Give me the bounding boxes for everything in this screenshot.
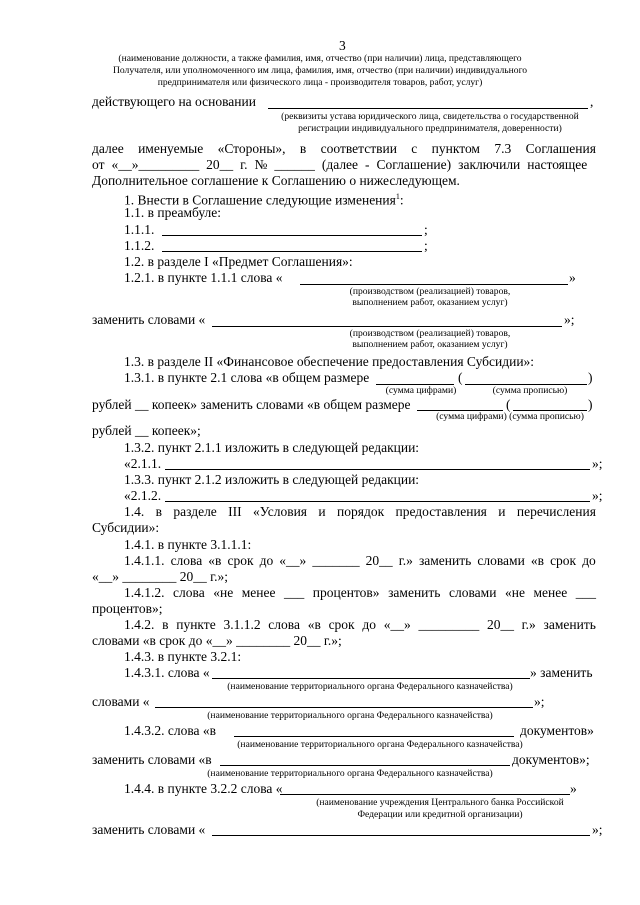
close-quote: » (570, 781, 577, 796)
semicolon: ; (424, 238, 428, 253)
caption-bank-1: (наименование учреждения Центрального банка Российской (316, 797, 564, 808)
word: г.» (398, 553, 413, 568)
page-number: 3 (339, 38, 346, 53)
word: слова (170, 553, 203, 568)
word: «Стороны», (217, 141, 286, 156)
caption-sum-both: (сумма цифрами) (сумма прописью) (436, 411, 584, 422)
word: заменить (418, 553, 472, 568)
word: 3.1.1.2 (223, 617, 261, 632)
words-quote: словами « (92, 694, 150, 709)
word: слова (173, 585, 205, 600)
item-1-3-2-quote: «2.1.1. (124, 456, 162, 471)
percent-end: процентов»; (92, 601, 163, 616)
word: «в (530, 553, 544, 568)
word: «__» (279, 553, 307, 568)
replace-with-2-field[interactable] (212, 835, 590, 836)
word: соответствии (320, 141, 397, 156)
header-caption-line2: Получателя, или уполномоченного им лица, фамилия, имя, отчество (при наличии) индивидуального (112, 65, 528, 76)
word: и (498, 504, 506, 519)
word: 20__ (486, 617, 514, 632)
word: 1.4.2. (124, 617, 155, 632)
acting-basis-caption1: (реквизиты устава юридического лица, свидетельства о государственной (281, 111, 579, 122)
word: «в (307, 617, 321, 632)
intro-line3: Дополнительное соглашение к Соглашению о нижеследующем. (92, 173, 460, 188)
word: _________ (418, 617, 480, 632)
intro-line1 (92, 141, 596, 157)
item-1-1-2-field[interactable] (162, 251, 422, 252)
item-2-1-1-field[interactable] (165, 469, 590, 470)
item-1-4-3-1-field[interactable] (212, 678, 530, 679)
caption-sum-digits: (сумма цифрами) (385, 385, 457, 396)
replace-end: » заменить (530, 665, 593, 680)
item-1-2-1: 1.2.1. в пункте 1.1.1 слова « (124, 270, 283, 285)
word: ___ (575, 585, 596, 600)
word: срок (328, 617, 355, 632)
item-1-3-1: 1.3.1. в пункте 2.1 слова «в общем размере (124, 370, 370, 385)
word: III (228, 504, 242, 519)
word: и (318, 504, 326, 519)
word: до (582, 553, 596, 568)
caption-treasury-4: (наименование территориального органа Федерального казначейства) (207, 768, 493, 779)
replace-with-v: заменить словами «в (92, 752, 212, 767)
word: 1.4.1.2. (124, 585, 165, 600)
item-1-1: 1.1. в преамбуле: (124, 205, 222, 220)
caption-treasury-2: (наименование территориального органа Федерального казначейства) (207, 710, 493, 721)
item-1-1-2: 1.1.2. (124, 238, 155, 253)
item-1-3: 1.3. в разделе II «Финансовое обеспечение предоставления Субсидии»: (124, 354, 535, 369)
caption-bank-2: Федерации или кредитной организации) (357, 809, 523, 820)
item-1-4-3-2-field[interactable] (234, 736, 514, 737)
word: «в (208, 553, 222, 568)
item-1-2: 1.2. в разделе I «Предмет Соглашения»: (124, 254, 353, 269)
item-1-4-1-1 (124, 553, 596, 569)
item-1-4-2 (124, 617, 596, 633)
rubles-line: рублей __ копеек» заменить словами «в общем размере (92, 397, 411, 412)
word: пункте (176, 617, 216, 632)
item-1-4-3-1: 1.4.3.1. слова « (124, 665, 210, 680)
item-1-4-3-2-new-field[interactable] (220, 765, 510, 766)
caption-goods-4: выполнением работ, оказанием услуг) (352, 339, 508, 350)
close-quote-semi: »; (592, 456, 603, 471)
item-1-4-1: 1.4.1. в пункте 3.1.1.1: (124, 537, 252, 552)
word: 1.4.1.1. (124, 553, 165, 568)
caption-treasury-1: (наименование территориального органа Федерального казначейства) (227, 681, 513, 692)
close-quote-semi: »; (592, 822, 603, 837)
word: порядок (337, 504, 385, 519)
word: срок (227, 553, 254, 568)
item-1-4-3-2: 1.4.3.2. слова «в (124, 723, 217, 738)
word: словами (449, 585, 497, 600)
item-1-4 (124, 504, 596, 520)
paren-close: ) (588, 397, 593, 412)
item-1-4-2-cont: словами «в срок до «__» ________ 20__ г.»; (92, 633, 342, 648)
close-quote-semi: »; (592, 488, 603, 503)
word: предоставления (395, 504, 487, 519)
word: заменить (543, 617, 596, 632)
word: словами (477, 553, 525, 568)
word: _______ (312, 553, 360, 568)
word: в (155, 504, 162, 519)
rubles-end: рублей __ копеек»; (92, 423, 201, 438)
word: срок (550, 553, 577, 568)
word: заменить (388, 585, 441, 600)
replace-with-2: заменить словами « (92, 822, 206, 837)
word: до (362, 617, 376, 632)
word: процентов» (312, 585, 380, 600)
word: 7.3 (494, 141, 512, 156)
word: в (299, 141, 307, 156)
word: г.» (521, 617, 536, 632)
subsidies: Субсидии»: (92, 520, 160, 535)
word: «Условия (253, 504, 308, 519)
word: пунктом (431, 141, 480, 156)
word: 1.4. (124, 504, 145, 519)
word: перечисления (516, 504, 596, 519)
semicolon: ; (424, 222, 428, 237)
item-1-1-1: 1.1.1. (124, 222, 155, 237)
word: менее (241, 585, 276, 600)
close-quote: » (569, 270, 576, 285)
documents-end: документов» (520, 723, 594, 738)
acting-basis-field[interactable] (268, 108, 588, 109)
word: именуемые (138, 141, 204, 156)
header-caption-line3: предпринимателя или физического лица - производителя товаров, работ, услуг) (157, 77, 483, 88)
word: 20__ (365, 553, 393, 568)
replace-with-1-field[interactable] (212, 326, 562, 327)
caption-goods-2: выполнением работ, оказанием услуг) (352, 297, 508, 308)
acting-basis-caption2: регистрации индивидуального предпринимателя, доверенности) (298, 123, 562, 134)
acting-basis-comma: , (590, 94, 594, 109)
paren-open: ( (506, 397, 511, 412)
caption-treasury-3: (наименование территориального органа Федерального казначейства) (237, 739, 523, 750)
word: Соглашения (525, 141, 596, 156)
item-1-2-1-field[interactable] (300, 284, 568, 285)
word: ___ (284, 585, 305, 600)
item-1-4-3-1-new-field[interactable] (155, 707, 533, 708)
item-1-3-2: 1.3.2. пункт 2.1.1 изложить в следующей редакции: (124, 440, 420, 455)
acting-basis-label: действующего на основании (92, 94, 256, 109)
word: разделе (173, 504, 217, 519)
footnote-ref: 1 (395, 192, 400, 201)
close-quote-semi: »; (534, 694, 545, 709)
paren-open: ( (458, 370, 463, 385)
caption-goods-3: (производством (реализацией) товаров, (349, 328, 511, 339)
caption-sum-words: (сумма прописью) (492, 385, 568, 396)
item-1-3-3: 1.3.3. пункт 2.1.2 изложить в следующей редакции: (124, 472, 420, 487)
item-1-3-3-quote: «2.1.2. (124, 488, 162, 503)
item-1-4-3: 1.4.3. в пункте 3.2.1: (124, 649, 242, 664)
word: до (259, 553, 274, 568)
word: менее (533, 585, 568, 600)
word: «__» (383, 617, 411, 632)
word: далее (92, 141, 124, 156)
paren-close: ) (588, 370, 593, 385)
item-1-4-4-field[interactable] (280, 794, 570, 795)
item-1-1-1-field[interactable] (162, 235, 422, 236)
item-2-1-2-field[interactable] (165, 501, 590, 502)
item-1-4-4: 1.4.4. в пункте 3.2.2 слова « (124, 781, 283, 796)
intro-line2: от «__»_________ 20__ г. № ______ (далее - Соглашение) заключили настоящее (92, 157, 588, 172)
item-1-4-1-1-cont: «__» ________ 20__ г.»; (92, 569, 229, 584)
caption-goods-1: (производством (реализацией) товаров, (349, 286, 511, 297)
header-caption-line1: (наименование должности, а также фамилия, имя, отчество (при наличии) лица, представляющего (118, 53, 522, 64)
word: слова (268, 617, 300, 632)
documents-end-semi: документов»; (512, 752, 590, 767)
word: «не (504, 585, 525, 600)
word: «не (213, 585, 234, 600)
close-quote-semi: »; (564, 312, 575, 327)
item-1: 1. Внести в Соглашение следующие изменения$^1$: (124, 192, 404, 208)
word: в (162, 617, 169, 632)
word: с (411, 141, 418, 156)
item-1-4-1-2 (124, 585, 596, 601)
replace-with-1: заменить словами « (92, 312, 206, 327)
